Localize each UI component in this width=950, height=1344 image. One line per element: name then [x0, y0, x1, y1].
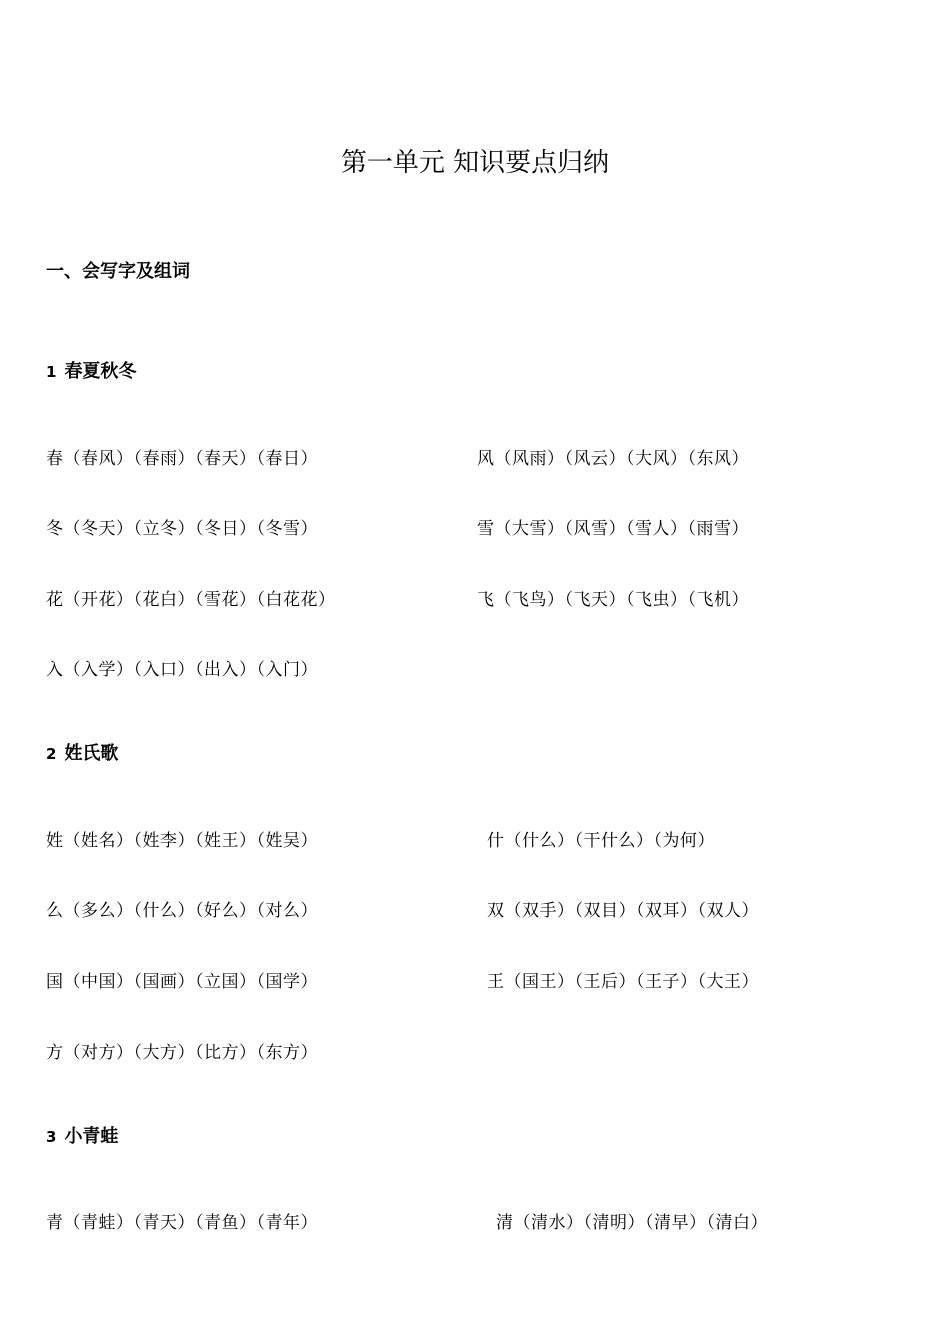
word-line: 双（双手）（双目）（双耳）（双人） [487, 901, 759, 921]
word-line: 春（春风）（春雨）（春天）（春日） [46, 449, 318, 469]
lesson-heading-3 [46, 1124, 118, 1150]
lesson-number: 2 [46, 745, 57, 763]
word-line: 方（对方）（大方）（比方）（东方） [46, 1043, 318, 1063]
lesson-name: 姓氏歌 [64, 743, 119, 764]
page-title: 第一单元 知识要点归纳 [340, 148, 610, 178]
word-line: 雪（大雪）（风雪）（雪人）（雨雪） [477, 519, 749, 539]
lesson-name: 春夏秋冬 [64, 361, 137, 382]
word-line: 冬（冬天）（立冬）（冬日）（冬雪） [46, 519, 318, 539]
word-line: 青（青蛙）（青天）（青鱼）（青年） [46, 1213, 318, 1233]
lesson-heading-2 [46, 741, 118, 767]
lesson-heading-1 [46, 359, 136, 385]
word-line: 什（什么）（干什么）（为何） [487, 831, 715, 851]
lesson-number: 1 [46, 363, 57, 381]
word-line: 风（风雨）（风云）（大风）（东风） [477, 449, 749, 469]
word-line: 么（多么）（什么）（好么）（对么） [46, 901, 318, 921]
word-line: 王（国王）（王后）（王子）（大王） [487, 972, 759, 992]
word-line: 飞（飞鸟）（飞天）（飞虫）（飞机） [477, 590, 749, 610]
lesson-name: 小青蛙 [64, 1126, 119, 1147]
section-heading-writing-words: 一、会写字及组词 [46, 261, 190, 282]
lesson-number: 3 [46, 1128, 57, 1146]
word-line: 姓（姓名）（姓李）（姓王）（姓吴） [46, 831, 318, 851]
word-line: 清（清水）（清明）（清早）（清白） [496, 1213, 768, 1233]
word-line: 花（开花）（花白）（雪花）（白花花） [46, 590, 336, 610]
word-line: 国（中国）（国画）（立国）（国学） [46, 972, 318, 992]
word-line: 入（入学）（入口）（出入）（入门） [46, 660, 318, 680]
